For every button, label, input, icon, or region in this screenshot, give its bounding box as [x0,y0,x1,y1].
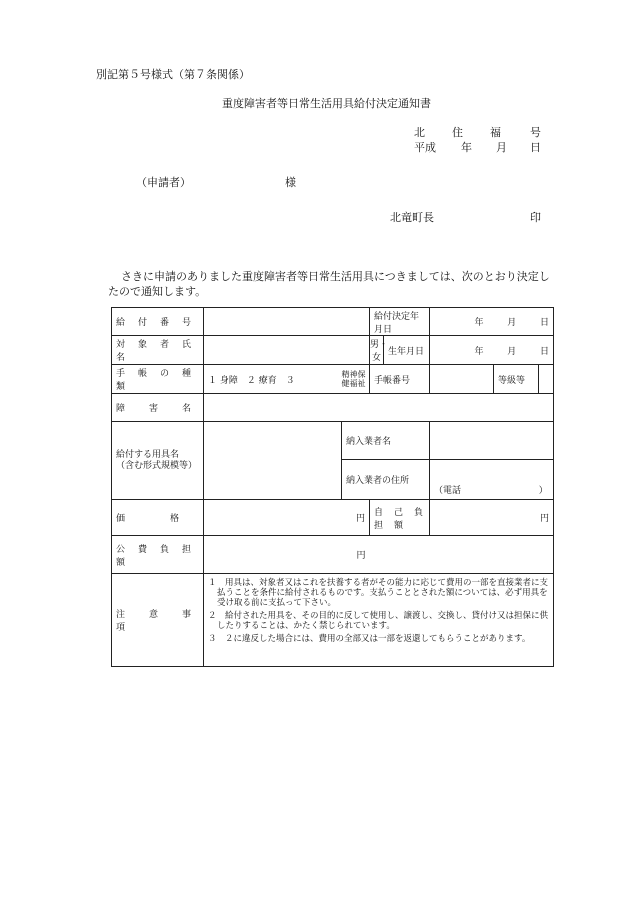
value-nounyu-address: （電話 ） [430,460,554,500]
form-number: 別記第５号様式（第７条関係） [96,68,250,81]
value-shougaimei [204,394,554,422]
value-kakaku: 円 [204,500,370,536]
document-title: 重度障害者等日常生活用具給付決定通知書 [222,97,431,110]
row-kakaku [112,500,554,536]
label-chui: 注 意 事 項 [112,574,204,667]
label-seishin: 精神保 健福祉 [342,365,370,394]
value-techo-options: １ 身障 ２ 療育 ３ [204,365,342,394]
row-kyufu-bangou [112,308,554,336]
row-chui [112,574,554,667]
value-birth: 年 月 日 [430,336,554,365]
value-techo-bangou [430,365,494,394]
row-yougu-top [112,422,554,460]
value-kyu-tou [539,365,553,393]
notes-cell [204,574,554,667]
row-kouhi [112,536,554,574]
row-techo [112,365,554,394]
note-1: １ 用具は、対象者又はこれを扶養する者がその能力に応じて費用の一部を直接業者に支払うことを条件に給付されるものです。支払うこととされた額については、必ず用具を受け取る前に支払って下さい。 [208,578,549,608]
label-sex: 男・女 [370,336,384,365]
note-3: ３ ２に違反した場合には、費用の全部又は一部を返還してもらうことがあります。 [208,634,531,644]
label-yougu-name: 給付する用具名 （含む形式規模等） [112,422,204,500]
kyu-tou-cell [494,365,554,394]
label-kyufu-bangou: 給 付 番 号 [112,308,204,336]
label-kouhi-futan: 公 費 負 担 額 [112,536,204,574]
value-nounyu-name [430,422,554,460]
value-kouhi-futan: 円 [204,536,370,574]
label-techo-bangou: 手帳番号 [370,365,430,394]
value-jiko-futan: 円 [430,500,554,536]
label-birth: 生年月日 [384,336,430,365]
decision-table [111,307,554,667]
value-kyufu-bangou [204,308,370,336]
row-shougaimei [112,394,554,422]
row-taishosha [112,336,554,365]
value-yougu-name [204,422,342,500]
value-kettei-date: 年 月 日 [430,308,554,336]
label-kettei-date: 給付決定年月日 [370,308,430,336]
note-2: ２ 給付された用具を、その目的に反して使用し、譲渡し、交換し、貸付け又は担保に供したりすることは、かたく禁じられています。 [208,611,549,631]
label-nounyu-name: 納入業者名 [342,422,430,460]
label-shougaimei: 障 害 名 [112,394,204,422]
label-kakaku: 価 格 [112,500,204,536]
label-jiko-futan: 自 己 負 担 額 [370,500,430,536]
label-kyu-tou: 等級等 [494,365,539,393]
label-techo-shurui: 手 帳 の 種 類 [112,365,204,394]
label-taishosha: 対 象 者 氏 名 [112,336,204,365]
label-nounyu-address: 納入業者の住所 [342,460,430,500]
value-taishosha [204,336,370,365]
